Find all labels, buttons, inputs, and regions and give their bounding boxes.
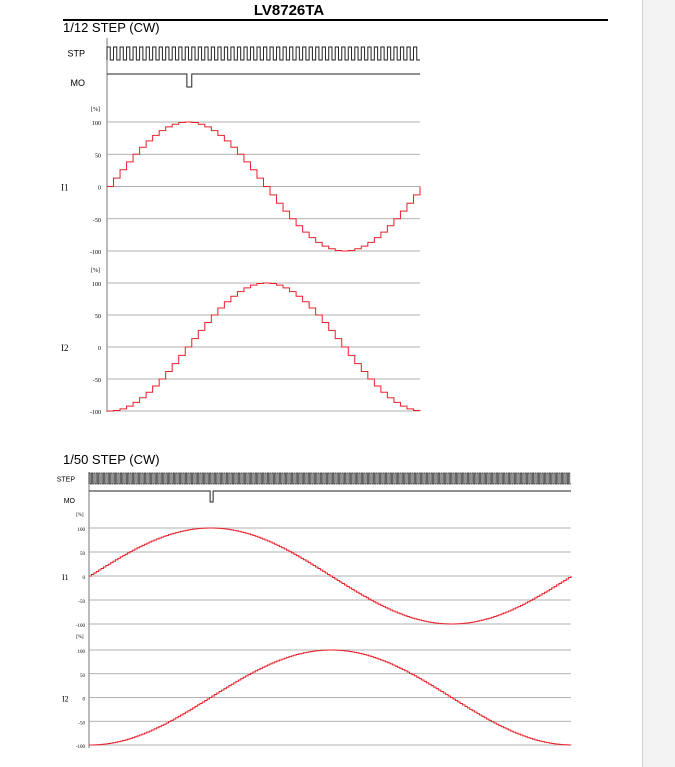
chart1-i2-tick-label: -100 bbox=[90, 410, 101, 416]
chart2-i2-tick-label: -100 bbox=[75, 745, 85, 750]
chart2-step-clock-trace bbox=[89, 473, 571, 484]
chart2-i2-unit-label: [%] bbox=[76, 635, 84, 640]
chart2-i1-unit-label: [%] bbox=[76, 513, 84, 518]
chart2-i1-tick-label: 0 bbox=[82, 576, 85, 581]
chart2-i2-tick-label: -50 bbox=[78, 721, 85, 727]
chart1-i1-tick-label: 0 bbox=[98, 185, 101, 192]
chart1-i2-series-label: I2 bbox=[61, 343, 69, 353]
chart1-i1-tick-label: 50 bbox=[95, 153, 101, 160]
chart1-i2-tick-label: 0 bbox=[98, 346, 101, 352]
chart1-i2-unit-label: [%] bbox=[91, 268, 100, 274]
chart1-i1-unit-label: [%] bbox=[91, 107, 100, 113]
chart1-i1-tick-label: -50 bbox=[93, 217, 101, 224]
page-title: LV8726TA bbox=[253, 2, 325, 19]
chart2-i2-series-label: I2 bbox=[62, 694, 69, 704]
chart2-i1-tick-label: -50 bbox=[78, 600, 85, 605]
chart1-i1-tick-label: -100 bbox=[90, 250, 101, 256]
chart1-mo-label: MO bbox=[70, 78, 85, 88]
chart1-signal-label: STP bbox=[67, 48, 85, 59]
chart1-i1-tick-label: 100 bbox=[92, 121, 101, 127]
chart2-mo-label: MO bbox=[63, 498, 75, 505]
chart1-i1-series-label: I1 bbox=[61, 182, 69, 193]
chart2-i1-tick-label: 100 bbox=[77, 528, 85, 533]
chart2-title: 1/50 STEP (CW) bbox=[63, 452, 160, 467]
chart2-i1-tick-label: -100 bbox=[75, 624, 85, 629]
chart2-i1-series-label: I1 bbox=[62, 573, 69, 582]
chart1-i2-tick-label: 50 bbox=[95, 314, 101, 320]
chart1-i2-tick-label: -50 bbox=[93, 378, 101, 384]
chart2-mo-trace bbox=[89, 491, 571, 502]
chart2-i2-tick-label: 100 bbox=[77, 650, 85, 655]
chart1-title: 1/12 STEP (CW) bbox=[63, 20, 160, 35]
chart2-i2-tick-label: 50 bbox=[80, 673, 85, 679]
chart2-i2-tick-label: 0 bbox=[82, 697, 85, 703]
chart1-i2-tick-label: 100 bbox=[92, 282, 101, 288]
chart2-i1-tick-label: 50 bbox=[80, 552, 85, 557]
chart2-signal-label: STEP bbox=[56, 476, 75, 484]
